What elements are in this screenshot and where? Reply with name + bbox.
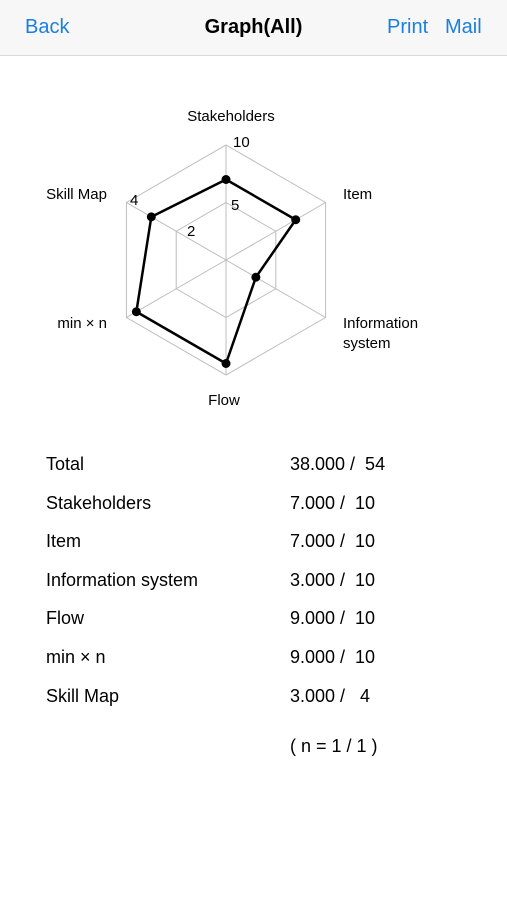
stat-label: min × n xyxy=(46,646,106,667)
stat-row-flow xyxy=(0,599,507,638)
stat-value: 38.000 / 54 xyxy=(290,454,386,474)
stat-label: Item xyxy=(46,531,82,552)
scale-label-skill-max: 4 xyxy=(130,192,139,209)
radar-point-information-system xyxy=(251,273,260,282)
radar-chart xyxy=(0,95,507,425)
stat-row-information-system xyxy=(0,561,507,600)
radar-axis-label: min × n xyxy=(57,315,107,332)
stat-label: Stakeholders xyxy=(46,492,152,513)
radar-point-flow xyxy=(222,359,231,368)
stat-label: Total xyxy=(46,454,85,474)
stat-label: Flow xyxy=(46,608,85,629)
sample-count: ( n = 1 / 1 ) xyxy=(290,736,378,756)
stat-row-stakeholders xyxy=(0,484,507,523)
radar-scale-labels xyxy=(130,134,250,240)
scale-label-mid: 5 xyxy=(231,197,240,214)
print-button[interactable]: Print xyxy=(387,16,429,38)
stat-label: Information system xyxy=(46,569,199,590)
radar-data-series xyxy=(132,175,300,368)
radar-axis-label: Information system xyxy=(343,315,419,352)
radar-point-skill-map xyxy=(147,212,156,221)
radar-axis-labels xyxy=(46,108,418,409)
radar-data-polygon xyxy=(136,180,295,364)
scale-label-stakeholders-max: 10 xyxy=(233,134,250,151)
navigation-bar xyxy=(0,0,507,56)
radar-axis-label: Flow xyxy=(208,392,240,409)
radar-point-stakeholders xyxy=(222,175,231,184)
stat-value: 7.000 / 10 xyxy=(290,531,376,552)
stat-row-item xyxy=(0,522,507,561)
stat-row-skill-map xyxy=(0,677,507,716)
radar-axis-label: Item xyxy=(343,186,373,203)
stat-value: 9.000 / 10 xyxy=(290,646,376,667)
radar-point-min-n xyxy=(132,307,141,316)
stat-row-min-x-n xyxy=(0,638,507,677)
stat-label: Skill Map xyxy=(46,685,120,706)
back-button[interactable]: Back xyxy=(25,16,70,38)
scale-label-inner: 2 xyxy=(187,223,196,240)
radar-point-item xyxy=(291,215,300,224)
stats-table xyxy=(0,445,507,715)
stat-value: 3.000 / 10 xyxy=(290,569,376,590)
stat-row-total xyxy=(0,445,507,484)
stat-value: 9.000 / 10 xyxy=(290,608,376,629)
radar-axis-label: Stakeholders xyxy=(187,108,275,125)
page-title: Graph(All) xyxy=(204,16,303,38)
stat-value: 7.000 / 10 xyxy=(290,492,376,513)
radar-axis-label: Skill Map xyxy=(46,186,107,203)
stat-value: 3.000 / 4 xyxy=(290,685,371,706)
mail-button[interactable]: Mail xyxy=(445,16,482,38)
